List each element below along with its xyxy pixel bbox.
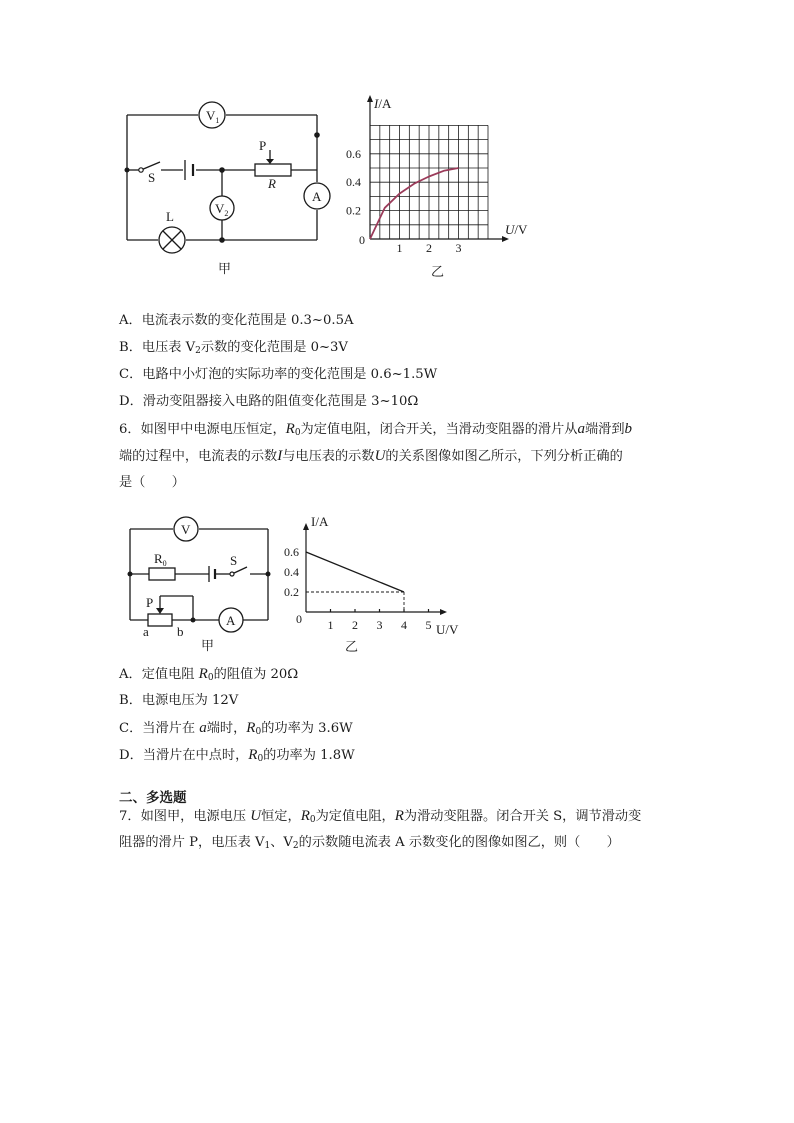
q5-circuit-diagram [118,96,348,276]
x-tick-label: 1 [396,241,403,255]
q6-option-b: B．电源电压为 12V [119,693,239,708]
q5-iu-graph [343,92,528,277]
q5-v1-label: $V_1$ [206,108,220,125]
section-heading-multiple-choice: 二、多选题 [119,790,187,806]
y-tick-label: 0.4 [284,565,299,579]
q6-graph-ylabel: I/A [311,514,329,529]
iu-curve [370,168,459,239]
q5-graph-origin: 0 [359,233,365,247]
q5-option-a: A．电流表示数的变化范围是 0.3~0.5A [119,313,354,328]
q5-rheostat-label: R [268,176,276,191]
q5-switch-label: S [148,170,156,185]
y-tick-label: 0.2 [346,203,361,218]
q6-switch-label: S [230,553,238,568]
q6-option-d: D．当滑片在中点时，$R_0$的功率为 1.8W [119,747,355,764]
q6-iu-graph [284,510,459,650]
q6-graph-xlabel: U/V [436,622,459,637]
q6-end-a-label: a [143,624,149,639]
y-tick-label: 0.4 [346,175,361,190]
q5-slider-label: P [259,138,267,153]
q6-fig-jia-caption: 甲 [201,639,215,654]
y-tick-label: 0.6 [346,146,361,161]
q6-stem-line-3: 是（ ） [119,475,185,490]
q6-option-a: A．定值电阻 $R_0$的阻值为 20Ω [119,666,299,683]
q5-ammeter-label: A [312,189,322,204]
iu-line [306,552,404,592]
y-tick-label: 0.2 [284,585,299,599]
x-tick-label: 3 [376,618,383,632]
q6-graph-origin: 0 [296,612,302,626]
q5-fig-yi-caption: 乙 [431,265,445,280]
q6-circuit-diagram [122,512,282,652]
q5-graph-ylabel: I/A [374,96,392,111]
x-tick-label: 3 [455,241,462,255]
q6-ammeter-label: A [226,613,236,628]
q6-voltmeter-label: V [181,522,191,537]
x-tick-label: 5 [425,618,432,632]
q5-graph-xlabel: U/V [505,222,528,237]
q6-stem-line-2: 端的过程中，电流表的示数I与电压表的示数U的关系图像如图乙所示，下列分析正确的 [119,448,623,464]
q5-option-b: B．电压表 $V_2$示数的变化范围是 0~3V [119,340,348,356]
y-tick-label: 0.6 [284,545,299,559]
x-tick-label: 1 [327,618,334,632]
q5-option-d: D．滑动变阻器接入电路的阻值变化范围是 3~10Ω [119,394,419,409]
x-tick-label: 4 [401,618,407,632]
q5-v2-label: $V_2$ [215,201,229,218]
q6-fig-yi-caption: 乙 [345,640,359,655]
q6-stem-line-1: 6．如图甲中电源电压恒定，$R_0$为定值电阻，闭合开关，当滑动变阻器的滑片从a端滑到b [119,421,633,438]
x-axis-arrow [440,609,447,615]
q6-slider-label: P [146,595,154,610]
q6-r0-label: $R_0$ [154,551,167,568]
q7-stem-line-2: 阻器的滑片 P，电压表 $V_1$、$V_2$的示数随电流表 A 示数变化的图像如图乙，则（ ） [119,835,620,851]
q5-lamp-label: L [166,209,174,224]
y-axis-arrow [303,523,309,530]
x-tick-label: 2 [352,618,358,632]
q5-fig-jia-caption: 甲 [218,262,232,277]
q5-option-c: C．电路中小灯泡的实际功率的变化范围是 0.6~1.5W [119,367,438,382]
y-axis-arrow [367,95,373,102]
q6-end-b-label: b [177,624,184,639]
q7-stem-line-1: 7．如图甲，电源电压 U恒定，$R_0$为定值电阻，R为滑动变阻器。闭合开关 S，调节滑动变 [119,808,642,825]
x-tick-label: 2 [426,241,432,255]
q6-option-c: C．当滑片在 a端时，$R_0$的功率为 3.6W [119,720,353,737]
